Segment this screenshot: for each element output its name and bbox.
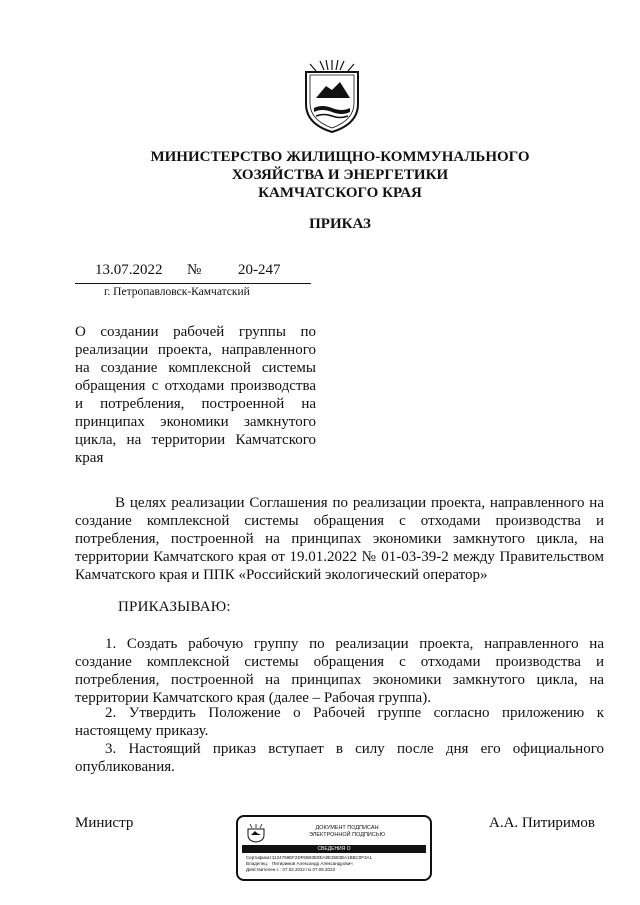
owner-label: Владелец: <box>246 861 269 866</box>
stamp-bar: СВЕДЕНИЯ О <box>242 845 426 853</box>
valid-label: Действителен с <box>246 867 279 872</box>
ministry-line-1: МИНИСТЕРСТВО ЖИЛИЩНО-КОММУНАЛЬНОГО <box>150 149 530 165</box>
minister-title: Министр <box>75 815 134 831</box>
stamp-heading-line-1: ДОКУМЕНТ ПОДПИСАН <box>315 825 379 831</box>
preamble: В целях реализации Соглашения по реализации проекта, направленного на создание комплексной системы обращения с отходами производства и потребления, построенной на принципах экономики замкнутого цикла, на территории Камчатского края от 19.01.2022 № 01-03-39-2 между Правительством Камчатского края и ППК «Российский экологический оператор» <box>75 495 604 583</box>
order-item-1: 1. Создать рабочую группу по реализации проекта, направленного на создание комплексной системы обращения с отходами производства и потребления, построенной на принципах экономики замкнутого цикла, на территории Камчатского края (далее – Рабочая группа). <box>75 636 604 706</box>
document-type: ПРИКАЗ <box>309 216 371 232</box>
electronic-signature-stamp <box>236 815 432 881</box>
kamchatka-coat-of-arms-icon <box>302 58 362 134</box>
ministry-line-2: ХОЗЯЙСТВА И ЭНЕРГЕТИКИ <box>231 167 449 183</box>
ministry-line-3: КАМЧАТСКОГО КРАЯ <box>258 185 422 201</box>
order-item-2: 2. Утвердить Положение о Рабочей группе согласно приложению к настоящему приказу. <box>75 705 604 739</box>
order-date: 13.07.2022 <box>95 262 163 278</box>
ministry-name <box>100 148 580 202</box>
number-sign: № <box>187 262 202 278</box>
order-item-3: 3. Настоящий приказ вступает в силу после дня его официального опубликования. <box>75 741 604 775</box>
valid-value: 07.02.2022 по 07.05.2023 <box>282 867 336 872</box>
stamp-heading <box>272 825 422 839</box>
stamp-details: Сертификат:1124759EF2DF6B93E8EA8E3583BA1BBC0F3A1 Владелец: Питиримов Александр Александрович Действителен с : 07.02.2022 по 07.05.2023 <box>246 855 372 872</box>
stamp-emblem-icon <box>246 823 266 843</box>
cert-label: Сертификат: <box>246 855 273 860</box>
city: г. Петропавловск-Камчатский <box>104 286 250 298</box>
signer-name: А.А. Питиримов <box>489 815 595 831</box>
order-subject: О создании рабочей группы по реализации проекта, направленного на создание комплексной системы обращения с отходами производства и потребления, построенной на принципах экономики замкнутого цикла, на территории Камчатского края <box>75 324 316 466</box>
owner-value: Питиримов Александр Александрович <box>272 861 353 866</box>
stamp-heading-line-2: ЭЛЕКТРОННОЙ ПОДПИСЬЮ <box>308 832 386 838</box>
orders-word: ПРИКАЗЫВАЮ: <box>118 599 231 615</box>
cert-value: 1124759EF2DF6B93E8EA8E3583BA1BBC0F3A1 <box>272 855 372 860</box>
order-number: 20-247 <box>238 262 281 278</box>
date-underline <box>75 283 311 284</box>
